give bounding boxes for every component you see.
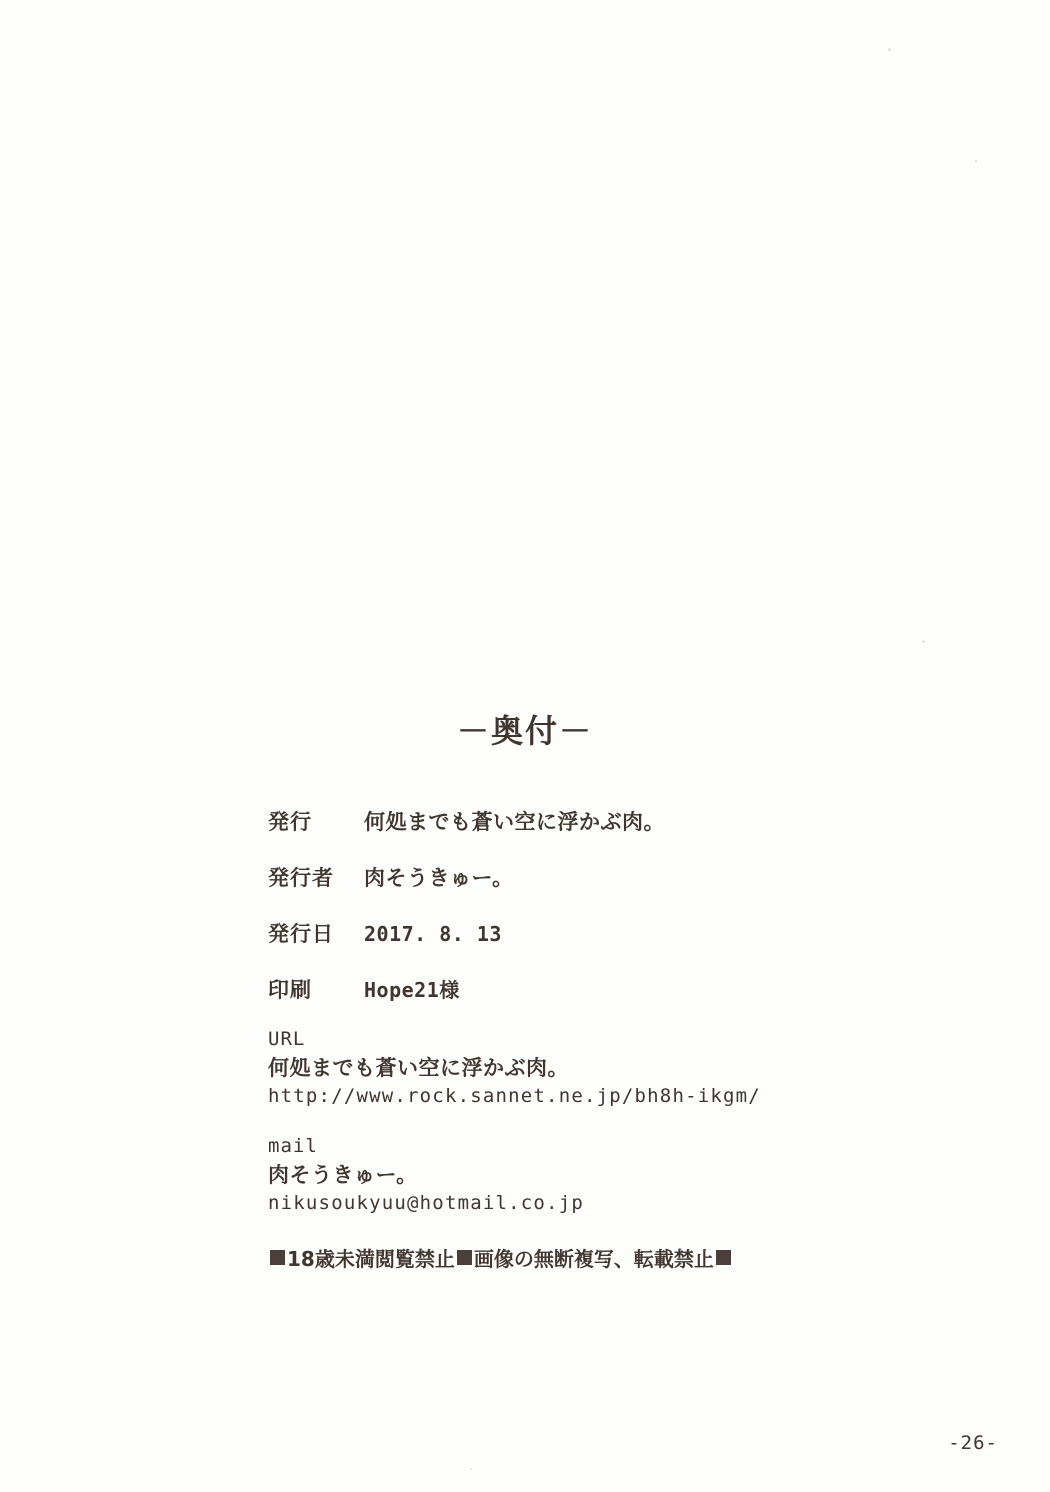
mail-block bbox=[268, 1135, 888, 1214]
paper-speckle bbox=[975, 160, 977, 162]
row-author bbox=[268, 862, 888, 892]
mail-owner-name: 肉そうきゅー。 bbox=[268, 1163, 418, 1187]
row-author-label: 発行者 bbox=[268, 866, 334, 890]
row-date bbox=[268, 918, 888, 948]
mail-label: mail bbox=[268, 1135, 318, 1157]
notice-copy-restriction: 画像の無断複写、転載禁止 bbox=[473, 1247, 714, 1271]
row-publisher-label: 発行 bbox=[268, 810, 312, 834]
square-bullet-icon bbox=[270, 1250, 285, 1265]
row-printer-label: 印刷 bbox=[268, 978, 312, 1002]
colophon-info-block bbox=[268, 806, 888, 1218]
row-printer-value: Hope21様 bbox=[364, 978, 460, 1002]
row-publisher-value: 何処までも蒼い空に浮かぶ肉。 bbox=[364, 810, 665, 834]
paper-speckle bbox=[470, 1468, 472, 1470]
paper-speckle bbox=[922, 640, 925, 643]
row-date-value: 2017. 8. 13 bbox=[364, 922, 502, 946]
square-bullet-icon bbox=[716, 1250, 731, 1265]
page-number: -26- bbox=[948, 1432, 998, 1454]
restriction-notice bbox=[268, 1243, 733, 1272]
block-spacer bbox=[268, 1111, 888, 1127]
url-value[interactable]: http://www.rock.sannet.ne.jp/bh8h-ikgm/ bbox=[268, 1085, 761, 1107]
url-label: URL bbox=[268, 1028, 306, 1050]
paper-speckle bbox=[888, 48, 891, 51]
row-author-value: 肉そうきゅー。 bbox=[364, 866, 514, 890]
url-block bbox=[268, 1028, 888, 1107]
colophon-title: －奥付－ bbox=[456, 712, 593, 750]
mail-value[interactable]: nikusoukyuu@hotmail.co.jp bbox=[268, 1192, 584, 1214]
notice-age-restriction: 18歳未満閲覧禁止 bbox=[287, 1247, 455, 1271]
row-date-label: 発行日 bbox=[268, 922, 334, 946]
square-bullet-icon bbox=[457, 1250, 472, 1265]
row-printer bbox=[268, 974, 888, 1004]
row-publisher bbox=[268, 806, 888, 836]
url-site-name: 何処までも蒼い空に浮かぶ肉。 bbox=[268, 1056, 569, 1080]
